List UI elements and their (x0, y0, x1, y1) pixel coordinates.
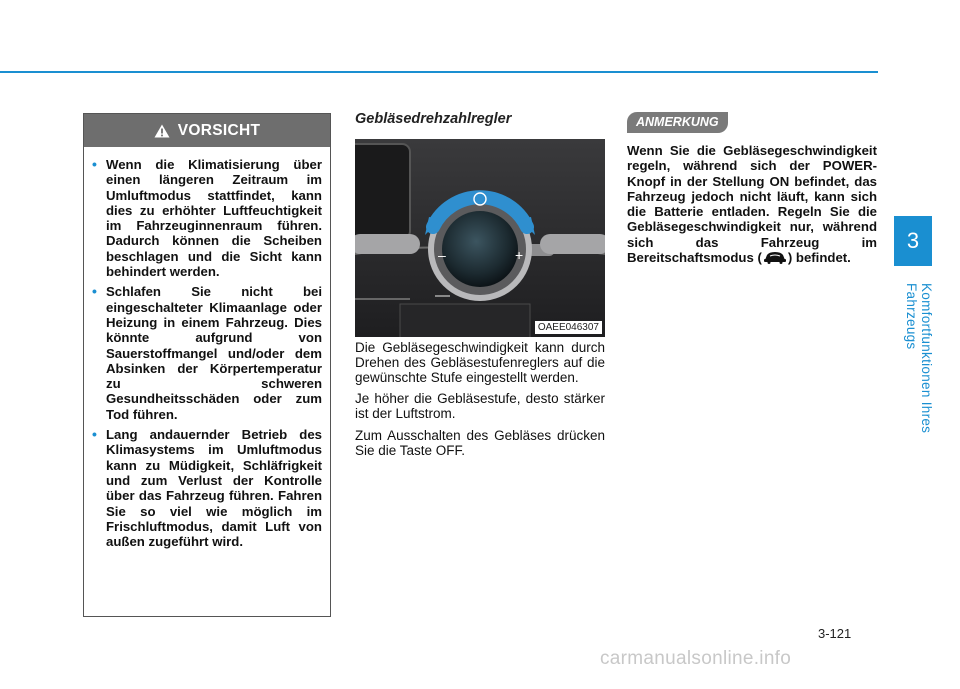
paragraph: Je höher die Gebläsestufe, desto stärker ist der Luftstrom. (355, 391, 605, 422)
watermark: carmanualsonline.info (600, 648, 792, 669)
section-title: Gebläsedrehzahlregler (355, 111, 512, 127)
chapter-title: Komfortfunktionen Ihres Fahrzeugs (904, 283, 934, 434)
bullet-icon: • (92, 156, 97, 172)
caution-list (84, 147, 330, 549)
bullet-icon: • (92, 426, 97, 443)
note-text: Wenn Sie die Gebläsegeschwindigkeit regeln, während sich der POWER-Knopf in der Stellung ON befindet, das Fahrzeug jedoch nicht läuft, kann sich die Batterie entladen. Regeln Sie die Gebläsegeschwindigkeit nur, während sich das Fahrzeug im Bereitschaftsmodus ( ) befindet. (627, 143, 877, 266)
chapter-number-tab: 3 (894, 216, 932, 266)
header-rule (0, 71, 878, 73)
ready-car-icon (762, 250, 788, 264)
note-label: ANMERKUNG (627, 112, 728, 133)
blower-control-figure (355, 139, 605, 337)
caution-title: VORSICHT (177, 121, 261, 139)
warning-triangle-icon (154, 124, 170, 138)
paragraph: Zum Ausschalten des Gebläses drücken Sie die Taste OFF. (355, 427, 605, 458)
bullet-icon: • (92, 283, 97, 300)
svg-text:+: + (515, 247, 524, 263)
figure-caption: OAEE046307 (535, 321, 602, 334)
caution-item: • Lang andauernder Betrieb des Klimasystems im Umluftmodus kann zu Müdigkeit, Schläfrigkeit und zum Verlust der Kontrolle über das Fahrzeug führen. Fahren Sie so viel wie möglich im Frischluftmodus, damit Luft von außen zugeführt wird. (92, 426, 322, 550)
caution-header (84, 114, 330, 147)
paragraph: Die Gebläsegeschwindigkeit kann durch Drehen des Gebläsestufenreglers auf die gewünschte Stufe eingestellt werden. (355, 340, 605, 385)
caution-box (83, 113, 331, 617)
blower-knob-illustration (355, 139, 605, 337)
section-body (355, 341, 605, 466)
caution-item: • Schlafen Sie nicht bei eingeschalteter Klimaanlage oder Heizung in einem Fahrzeug. Dies könnte aufgrund von Sauerstoffmangel und/oder dem Absinken der Körpertemperatur zu schweren Gesundheitsschäden oder zum Tod führen. (92, 283, 322, 422)
svg-text:–: – (438, 247, 446, 263)
caution-item: • Wenn die Klimatisierung über einen längeren Zeitraum im Umluftmodus stattfindet, kann dies zu erhöhter Luftfeuchtigkeit im Fahrzeuginnenraum führen. Dadurch können die Scheiben beschlagen und die Sicht kann behindert werden. (92, 156, 322, 280)
page-number: 3-121 (818, 626, 852, 641)
